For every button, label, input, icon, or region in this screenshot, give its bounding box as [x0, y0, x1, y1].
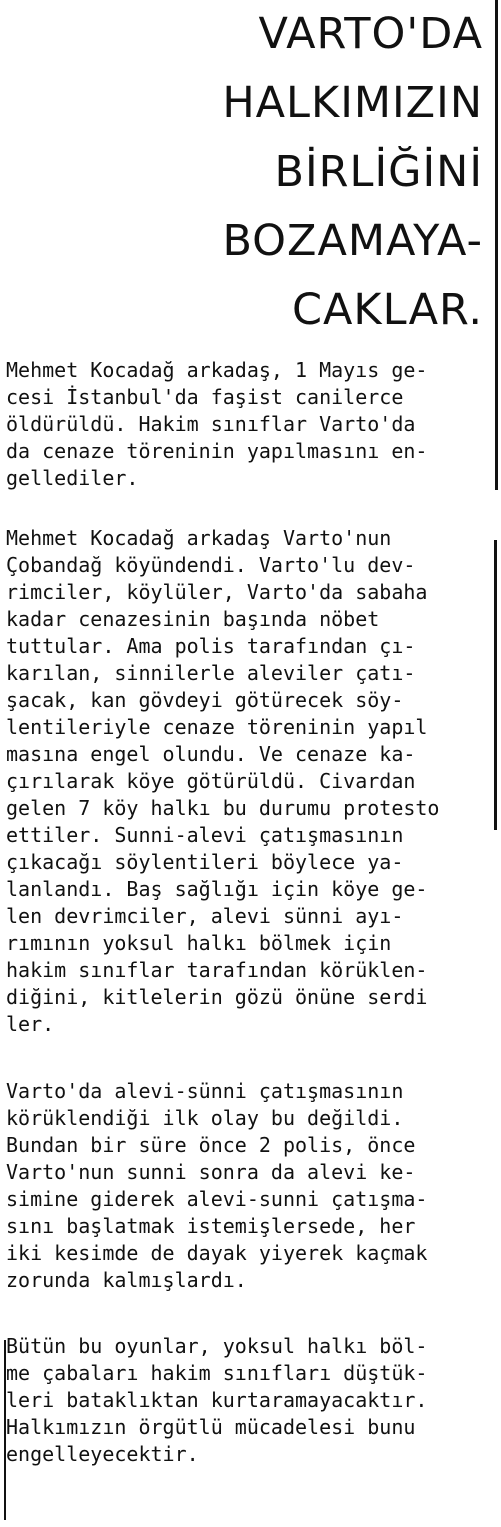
headline-line: BOZAMAYA-	[222, 216, 483, 266]
text-line: karılan, sinnilerle aleviler çatı-	[6, 661, 416, 685]
text-line: kadar cenazesinin başında nöbet	[6, 607, 380, 631]
headline	[13, 0, 483, 345]
column-rule-right-bottom	[494, 540, 497, 830]
text-line: diğini, kitlelerin gözü önüne serdi	[6, 985, 428, 1009]
text-line: da cenaze töreninin yapılmasını en-	[6, 439, 428, 463]
text-line: gellediler.	[6, 466, 139, 490]
text-line: sını başlatmak istemişlersede, her	[6, 1214, 416, 1238]
text-line: öldürüldü. Hakim sınıflar Varto'da	[6, 412, 416, 436]
text-line: Çobandağ köyündendi. Varto'lu dev-	[6, 553, 416, 577]
paragraph-1	[6, 357, 494, 492]
text-line: Mehmet Kocadağ arkadaş, 1 Mayıs ge-	[6, 358, 428, 382]
text-line: tuttular. Ama polis tarafından çı-	[6, 634, 416, 658]
text-line: Varto'nun sunni sonra da alevi ke-	[6, 1160, 416, 1184]
text-line: Mehmet Kocadağ arkadaş Varto'nun	[6, 526, 392, 550]
headline-line: HALKIMIZIN	[222, 78, 483, 128]
text-line: lanlandı. Baş sağlığı için köye ge-	[6, 877, 428, 901]
text-line: körüklendiği ilk olay bu değildi.	[6, 1106, 404, 1130]
text-line: ler.	[6, 1012, 55, 1036]
text-line: simine giderek alevi-sunni çatışma-	[6, 1187, 428, 1211]
paragraph-3	[6, 1078, 494, 1294]
text-line: masına engel olundu. Ve cenaze ka-	[6, 742, 416, 766]
text-line: çırılarak köye götürüldü. Civardan	[6, 769, 416, 793]
text-line: çıkacağı söylentileri böylece ya-	[6, 850, 404, 874]
text-line: engelleyecektir.	[6, 1442, 199, 1466]
text-line: zorunda kalmışlardı.	[6, 1268, 247, 1292]
text-line: ettiler. Sunni-alevi çatışmasının	[6, 823, 404, 847]
text-line: Bütün bu oyunlar, yoksul halkı böl-	[6, 1334, 428, 1358]
text-line: iki kesimde de dayak yiyerek kaçmak	[6, 1241, 428, 1265]
text-line: rimciler, köylüler, Varto'da sabaha	[6, 580, 428, 604]
paragraph-2	[6, 525, 494, 1038]
text-line: Halkımızın örgütlü mücadelesi bunu	[6, 1415, 416, 1439]
text-line: me çabaları hakim sınıfları düştük-	[6, 1361, 428, 1385]
text-line: leri bataklıktan kurtaramayacaktır.	[6, 1388, 428, 1412]
text-line: gelen 7 köy halkı bu durumu protesto	[6, 796, 440, 820]
paragraph-4	[6, 1333, 494, 1468]
headline-line: VARTO'DA	[258, 9, 483, 59]
text-line: len devrimciler, alevi sünni ayı-	[6, 904, 404, 928]
text-line: şacak, kan gövdeyi götürecek söy-	[6, 688, 404, 712]
text-line: cesi İstanbul'da faşist canilerce	[6, 385, 404, 409]
headline-line: BİRLİĞİNİ	[274, 147, 483, 197]
text-line: hakim sınıflar tarafından körüklen-	[6, 958, 428, 982]
text-line: lentileriyle cenaze töreninin yapıl	[6, 715, 428, 739]
column-rule-right-top	[495, 0, 498, 490]
headline-line: CAKLAR.	[291, 285, 483, 335]
text-line: Bundan bir süre önce 2 polis, önce	[6, 1133, 416, 1157]
text-line: Varto'da alevi-sünni çatışmasının	[6, 1079, 404, 1103]
text-line: rımının yoksul halkı bölmek için	[6, 931, 392, 955]
